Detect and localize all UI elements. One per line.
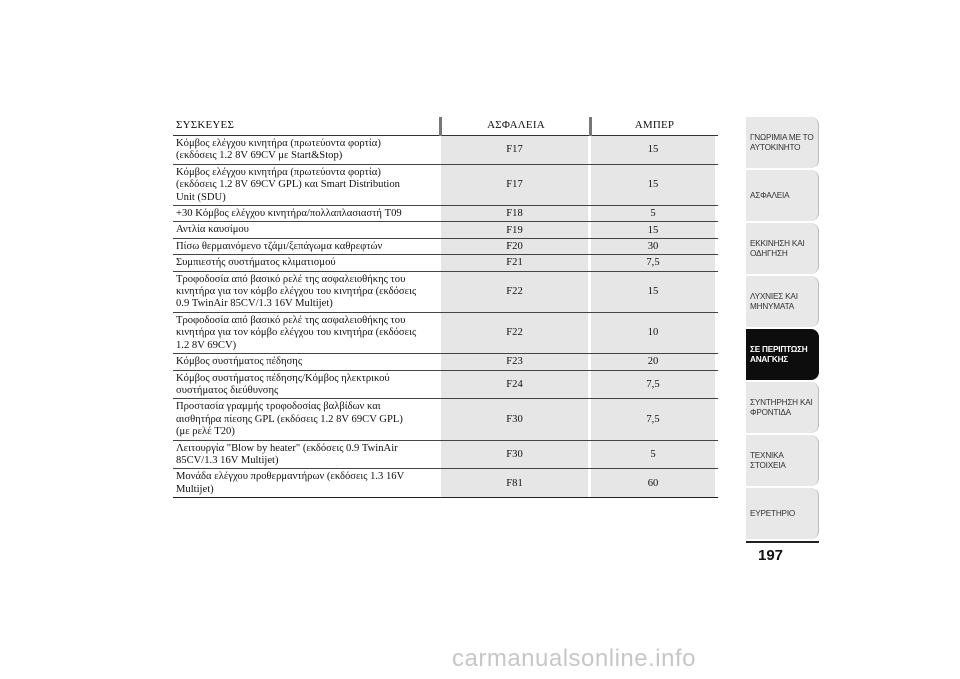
chapter-tab[interactable]: ΤΕΧΝΙΚΑ ΣΤΟΙΧΕΙΑ	[746, 435, 819, 486]
tabs-bottom-rule	[746, 541, 819, 543]
device-cell: Προστασία γραμμής τροφοδοσίας βαλβίδων και αισθητήρα πίεσης GPL (εκδόσεις 1.2 8V 69CV GPL) (με ρελέ T20)	[176, 401, 403, 438]
chapter-tab[interactable]: ΓΝΩΡΙΜΙΑ ΜΕ ΤΟ ΑΥΤΟΚΙΝΗΤΟ	[746, 117, 819, 168]
device-cell: +30 Κόμβος ελέγχου κινητήρα/πολλαπλασιαστή T09	[176, 208, 402, 220]
table-row	[173, 399, 718, 440]
fuse-cell: F23	[438, 354, 588, 369]
device-cell: Τροφοδοσία από βασικό ρελέ της ασφαλειοθήκης του κινητήρα για τον κόμβο ελέγχου του κινητήρα (εκδόσεις 0.9 TwinAir 85CV/1.3 16V Multijet)	[176, 273, 417, 310]
table-row	[173, 441, 718, 470]
table-row	[173, 469, 718, 498]
amps-cell: 15	[588, 222, 715, 237]
amps-cell: 20	[588, 354, 715, 369]
amps-cell: 7,5	[588, 371, 715, 399]
table-row	[173, 272, 718, 313]
device-cell: Λειτουργία "Blow by heater" (εκδόσεις 0.9 TwinAir 85CV/1.3 16V Multijet)	[176, 442, 398, 466]
table-row	[173, 136, 718, 165]
amps-cell: 7,5	[588, 399, 715, 439]
device-cell: Κόμβος συστήματος πέδησης/Κόμβος ηλεκτρικού συστήματος διεύθυνσης	[176, 372, 390, 396]
amps-cell: 5	[588, 206, 715, 221]
amps-cell: 30	[588, 239, 715, 254]
watermark: carmanualsonline.info	[452, 645, 696, 672]
fuse-cell: F21	[438, 255, 588, 270]
table-row	[173, 239, 718, 255]
amps-cell: 15	[588, 272, 715, 312]
fuse-cell: F81	[438, 469, 588, 497]
device-cell: Κόμβος ελέγχου κινητήρα (πρωτεύοντα φορτία) (εκδόσεις 1.2 8V 69CV GPL) και Smart Distribution Unit (SDU)	[176, 166, 400, 203]
fuse-cell: F24	[438, 371, 588, 399]
chapter-tab[interactable]: ΕΚΚΙΝΗΣΗ ΚΑΙ ΟΔΗΓΗΣΗ	[746, 223, 819, 274]
device-cell: Κόμβος ελέγχου κινητήρα (πρωτεύοντα φορτία) (εκδόσεις 1.2 8V 69CV με Start&Stop)	[176, 138, 381, 162]
chapter-tab[interactable]: ΛΥΧΝΙΕΣ ΚΑΙ ΜΗΝΥΜΑΤΑ	[746, 276, 819, 327]
table-row	[173, 354, 718, 370]
chapter-tab[interactable]: ΣΕ ΠΕΡΙΠΤΩΣΗ ΑΝΑΓΚΗΣ	[746, 329, 819, 380]
page-number: 197	[758, 547, 784, 564]
fuse-cell: F22	[438, 272, 588, 312]
chapter-tab[interactable]: ΑΣΦΑΛΕΙΑ	[746, 170, 819, 221]
header-fuse: ΑΣΦΑΛΕΙΑ	[487, 119, 545, 131]
fuse-cell: F22	[438, 313, 588, 353]
chapter-tab[interactable]: ΣΥΝΤΗΡΗΣΗ ΚΑΙ ΦΡΟΝΤΙΔΑ	[746, 382, 819, 433]
device-cell: Μονάδα ελέγχου προθερμαντήρων (εκδόσεις 1.3 16V Multijet)	[176, 471, 405, 495]
table-body	[173, 135, 718, 498]
fuse-table	[173, 117, 718, 498]
amps-cell: 10	[588, 313, 715, 353]
amps-cell: 15	[588, 165, 715, 205]
device-cell: Συμπιεστής συστήματος κλιματισμού	[176, 257, 336, 269]
chapter-tab[interactable]: ΕΥΡΕΤΗΡΙΟ	[746, 488, 819, 539]
fuse-cell: F17	[438, 165, 588, 205]
header-amps: ΑΜΠΕΡ	[634, 119, 675, 131]
table-row	[173, 313, 718, 354]
device-cell: Πίσω θερμαινόμενο τζάμι/ξεπάγωμα καθρεφτών	[176, 240, 383, 252]
fuse-cell: F30	[438, 399, 588, 439]
table-header	[173, 117, 718, 135]
table-row	[173, 371, 718, 400]
table-row	[173, 206, 718, 222]
header-devices: ΣΥΣΚΕΥΕΣ	[176, 119, 235, 131]
fuse-cell: F19	[438, 222, 588, 237]
table-row	[173, 255, 718, 271]
amps-cell: 60	[588, 469, 715, 497]
fuse-cell: F30	[438, 441, 588, 469]
fuse-cell: F17	[438, 136, 588, 164]
device-cell: Κόμβος συστήματος πέδησης	[176, 356, 303, 368]
table-row	[173, 165, 718, 206]
table-row	[173, 222, 718, 238]
amps-cell: 7,5	[588, 255, 715, 270]
chapter-tabs	[746, 117, 819, 541]
fuse-cell: F20	[438, 239, 588, 254]
device-cell: Αντλία καυσίμου	[176, 224, 249, 236]
amps-cell: 5	[588, 441, 715, 469]
device-cell: Τροφοδοσία από βασικό ρελέ της ασφαλειοθήκης του κινητήρα για τον κόμβο ελέγχου του κινητήρα (εκδόσεις 1.2 8V 69CV)	[176, 314, 417, 351]
amps-cell: 15	[588, 136, 715, 164]
fuse-cell: F18	[438, 206, 588, 221]
